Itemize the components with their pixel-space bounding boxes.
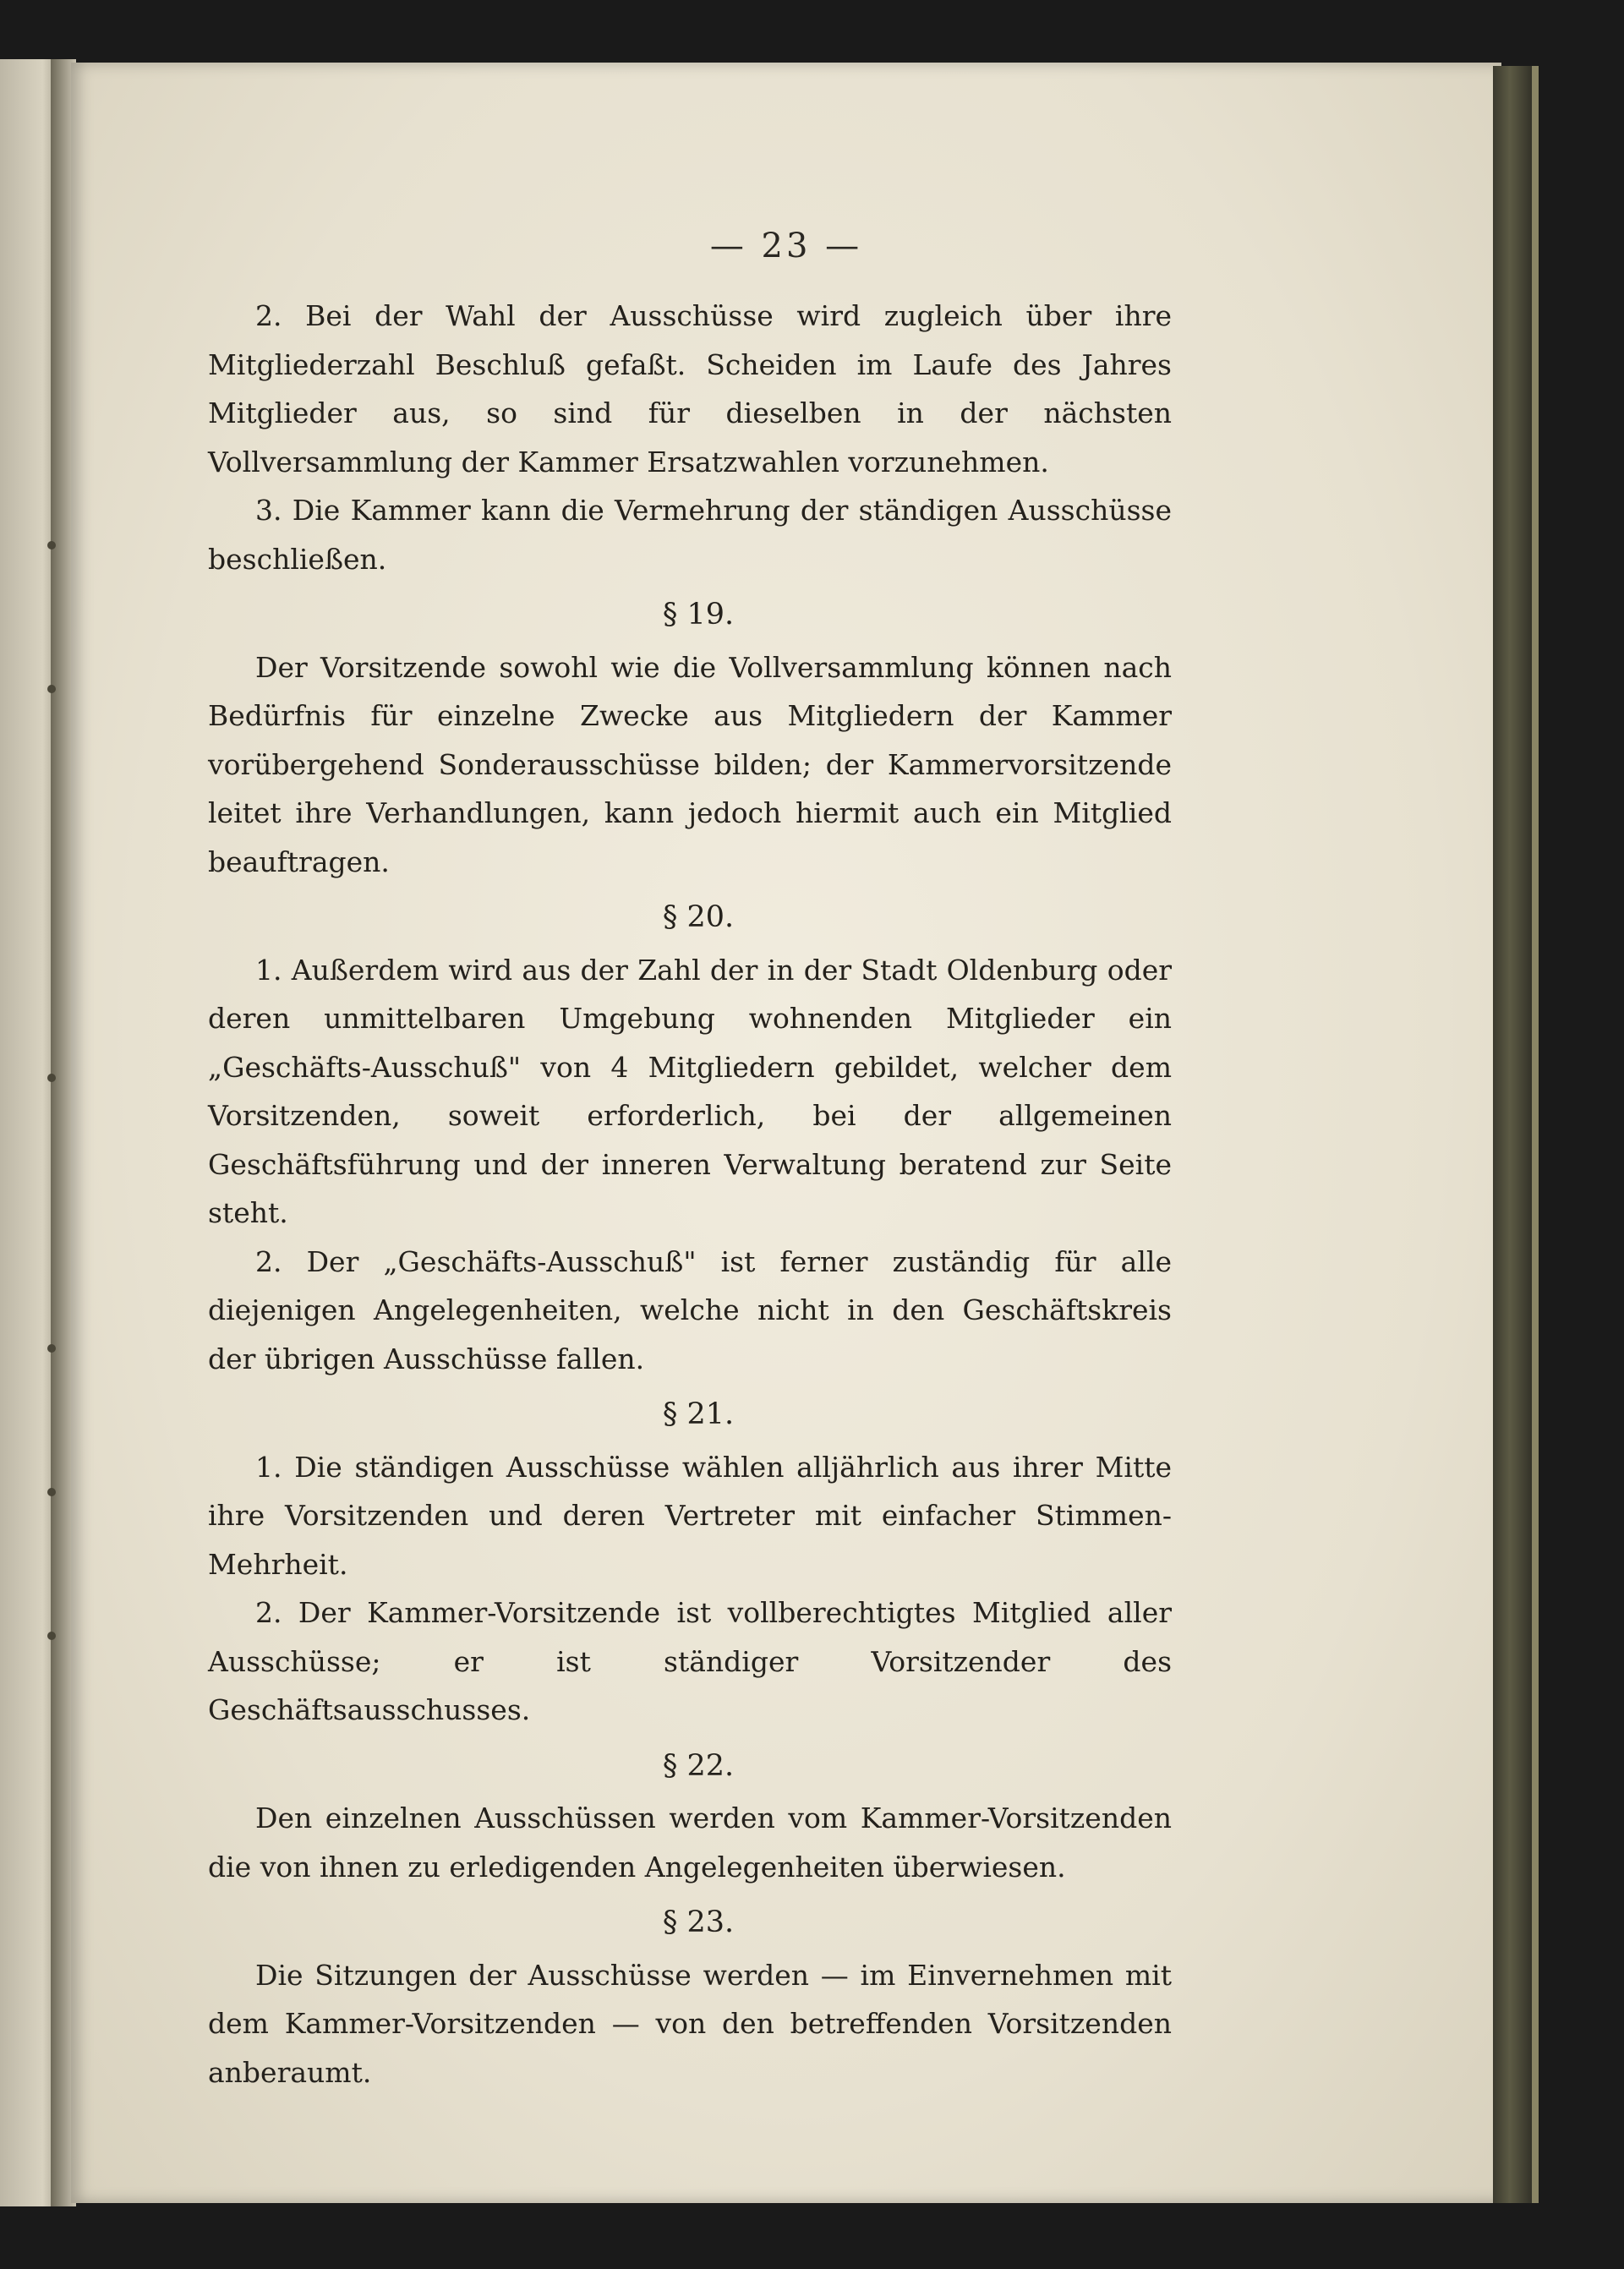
paragraph: 1. Außerdem wird aus der Zahl der in der Stadt Oldenburg oder deren unmittelbaren Umgebung wohnenden Mitglieder ein „Geschäfts-Ausschuß" von 4 Mitgliedern gebildet, welcher dem Vorsitzenden, soweit erforderlich, bei der allgemeinen Geschäftsführung und der inneren Verwaltung beratend zur Seite steht. (208, 953, 1172, 1229)
paragraph: 2. Der „Geschäfts-Ausschuß" ist ferner zuständig für alle diejenigen Angelegenheiten, welche nicht in den Geschäftskreis der übrigen Ausschüsse fallen. (208, 1244, 1172, 1375)
binding-thread-mark (47, 1344, 56, 1353)
page-number: — 23 — (709, 227, 863, 265)
book-cover-rim (1532, 66, 1539, 2203)
binding-thread-mark (47, 541, 56, 549)
paragraph: 1. Die ständigen Ausschüsse wählen alljährlich aus ihrer Mitte ihre Vorsitzenden und deren Vertreter mit einfacher Stimmen-Mehrheit. (208, 1450, 1172, 1581)
section-heading: § 22. (662, 1748, 735, 1783)
binding-thread-mark (47, 1488, 56, 1496)
paragraph: 2. Der Kammer-Vorsitzende ist vollberechtigtes Mitglied aller Ausschüsse; er ist ständiger Vorsitzender des Geschäftsausschusses. (208, 1596, 1172, 1726)
paragraph: 2. Bei der Wahl der Ausschüsse wird zugleich über ihre Mitgliederzahl Beschluß gefaßt. Scheiden im Laufe des Jahres Mitglieder aus, so sind für dieselben in der nächsten Vollversammlung der Kammer Ersatzwahlen vorzunehmen. (208, 299, 1172, 478)
paragraph: Die Sitzungen der Ausschüsse werden — im Einvernehmen mit dem Kammer-Vorsitzenden — von den betreffenden Vorsitzenden anberaumt. (208, 1958, 1172, 2089)
binding-thread-mark (47, 685, 56, 693)
book-cover-edge (1493, 66, 1535, 2203)
section-heading: § 23. (662, 1905, 735, 1939)
section-heading: § 19. (662, 598, 735, 631)
paragraph: Den einzelnen Ausschüssen werden vom Kammer-Vorsitzenden die von ihnen zu erledigenden Angelegenheiten überwiesen. (208, 1802, 1172, 1884)
binding-thread-mark (47, 1632, 56, 1640)
paragraph: 3. Die Kammer kann die Vermehrung der ständigen Ausschüsse beschließen. (208, 494, 1172, 576)
section-heading: § 21. (662, 1397, 735, 1431)
section-heading: § 20. (662, 900, 735, 934)
binding-thread-mark (47, 1074, 56, 1082)
page-body (208, 292, 1172, 2097)
paragraph: Der Vorsitzende sowohl wie die Vollversammlung können nach Bedürfnis für einzelne Zwecke aus Mitgliedern der Kammer vorübergehend Sonderausschüsse bilden; der Kammervorsitzende leitet ihre Verhandlungen, kann jedoch hiermit auch ein Mitglied beauftragen. (208, 650, 1172, 878)
